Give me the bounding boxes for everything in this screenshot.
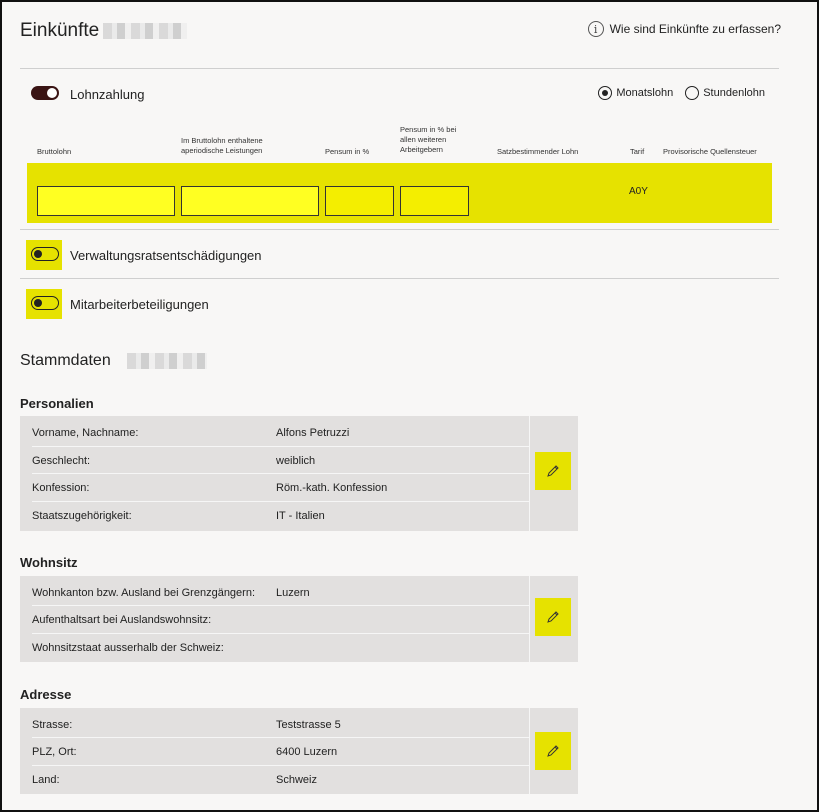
row-divider — [32, 446, 529, 447]
info-icon: i — [588, 21, 604, 37]
col-quellensteuer: Provisorische Quellensteuer — [663, 147, 757, 156]
stammdaten-title-text: Stammdaten — [20, 352, 111, 369]
radio-monatslohn-label: Monatslohn — [616, 87, 674, 99]
vertical-divider — [529, 576, 530, 662]
col-pensum-weitere: Pensum in % bei allen weiteren Arbeitgebern — [400, 125, 457, 154]
section-title-stammdaten — [20, 352, 207, 370]
mitarbeiter-toggle[interactable] — [31, 296, 59, 310]
personalien-label: Konfession: — [32, 482, 90, 494]
col-bruttolohn: Bruttolohn — [37, 147, 72, 156]
aperiodisch-input[interactable] — [181, 186, 319, 216]
col-satzbestimmend: Satzbestimmender Lohn — [497, 147, 579, 156]
divider — [20, 278, 779, 279]
adresse-value: Teststrasse 5 — [276, 719, 341, 731]
personalien-value: weiblich — [276, 455, 316, 467]
divider — [20, 229, 779, 230]
edit-personalien-button[interactable] — [535, 452, 571, 490]
adresse-heading: Adresse — [20, 687, 72, 702]
einkuenfte-title-text: Einkünfte — [20, 20, 100, 41]
help-link[interactable] — [588, 21, 781, 37]
divider — [20, 68, 779, 69]
personalien-value: IT - Italien — [276, 510, 325, 522]
personalien-value: Alfons Petruzzi — [276, 427, 350, 439]
wohnsitz-heading: Wohnsitz — [20, 555, 78, 570]
row-divider — [32, 501, 529, 502]
col-tarif: Tarif — [630, 147, 645, 156]
wohnsitz-label: Wohnsitzstaat ausserhalb der Schweiz: — [32, 642, 224, 654]
adresse-label: Land: — [32, 774, 60, 786]
lohnzahlung-label: Lohnzahlung — [70, 87, 145, 102]
edit-wohnsitz-button[interactable] — [535, 598, 571, 636]
adresse-label: Strasse: — [32, 719, 73, 731]
row-divider — [32, 605, 529, 606]
radio-stundenlohn[interactable] — [685, 86, 765, 100]
edit-adresse-button[interactable] — [535, 732, 571, 770]
pencil-icon — [546, 464, 560, 478]
adresse-value: Schweiz — [276, 774, 317, 786]
adresse-panel — [20, 708, 578, 794]
verwaltungsrat-label: Verwaltungsratsentschädigungen — [70, 248, 262, 263]
radio-unselected-icon — [685, 86, 699, 100]
radio-stundenlohn-label: Stundenlohn — [703, 87, 765, 99]
mitarbeiter-label: Mitarbeiterbeteiligungen — [70, 297, 209, 312]
vertical-divider — [529, 708, 530, 794]
personalien-label: Vorname, Nachname: — [32, 427, 139, 439]
radio-selected-icon — [598, 86, 612, 100]
section-title-einkuenfte — [20, 20, 187, 42]
redacted-text — [127, 353, 207, 369]
redacted-text — [103, 23, 187, 39]
pensum-weitere-input[interactable] — [400, 186, 469, 216]
tarif-value: A0Y — [629, 186, 648, 197]
vertical-divider — [529, 416, 530, 531]
wohnsitz-value: Luzern — [276, 587, 310, 599]
help-link-text: Wie sind Einkünfte zu erfassen? — [609, 22, 781, 36]
radio-monatslohn[interactable] — [598, 86, 673, 100]
pencil-icon — [546, 744, 560, 758]
verwaltungsrat-toggle[interactable] — [31, 247, 59, 261]
wohnsitz-label: Wohnkanton bzw. Ausland bei Grenzgängern: — [32, 587, 256, 599]
personalien-value: Röm.-kath. Konfession — [276, 482, 388, 494]
wohnsitz-panel — [20, 576, 578, 662]
row-divider — [32, 765, 529, 766]
row-divider — [32, 737, 529, 738]
adresse-value: 6400 Luzern — [276, 746, 338, 758]
personalien-panel — [20, 416, 578, 531]
lohn-type-radio-group — [598, 86, 765, 100]
personalien-heading: Personalien — [20, 396, 94, 411]
lohnzahlung-toggle[interactable] — [31, 86, 59, 100]
col-aperiodisch: Im Bruttolohn enthaltene aperiodische Leistungen — [181, 136, 263, 155]
personalien-label: Staatszugehörigkeit: — [32, 510, 132, 522]
pensum-input[interactable] — [325, 186, 394, 216]
personalien-label: Geschlecht: — [32, 455, 91, 467]
wohnsitz-label: Aufenthaltsart bei Auslandswohnsitz: — [32, 614, 212, 626]
adresse-label: PLZ, Ort: — [32, 746, 77, 758]
pencil-icon — [546, 610, 560, 624]
bruttolohn-input[interactable] — [37, 186, 175, 216]
col-pensum: Pensum in % — [325, 147, 370, 156]
row-divider — [32, 473, 529, 474]
row-divider — [32, 633, 529, 634]
